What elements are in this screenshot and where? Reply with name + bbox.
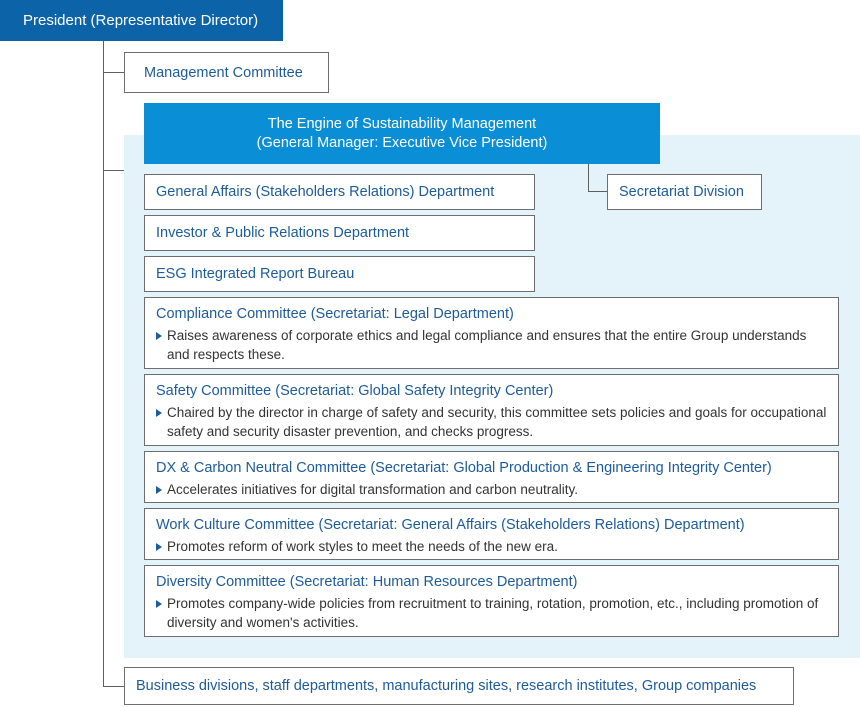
department-box [144, 215, 535, 251]
department-box [144, 174, 535, 210]
trunk-line [103, 41, 104, 687]
committee-title: Safety Committee (Secretariat: Global Safety Integrity Center) [156, 383, 554, 399]
triangle-bullet-icon [156, 409, 162, 417]
department-label: ESG Integrated Report Bureau [156, 266, 355, 282]
department-box [144, 256, 535, 292]
connector-secretariat-horizontal [588, 191, 607, 192]
president-box [0, 0, 283, 41]
committee-box-compliance [144, 297, 839, 369]
business-divisions-label: Business divisions, staff departments, manufacturing sites, research institutes, Group companies [136, 678, 757, 694]
management-committee-label: Management Committee [144, 64, 303, 81]
engine-subtitle: (General Manager: Executive Vice President) [256, 134, 548, 151]
committee-description: Accelerates initiatives for digital transformation and carbon neutrality. [167, 482, 578, 497]
president-label: President (Representative Director) [23, 12, 259, 29]
triangle-bullet-icon [156, 543, 162, 551]
committee-title: Compliance Committee (Secretariat: Legal Department) [156, 306, 514, 322]
committee-box-work-culture [144, 508, 839, 560]
business-divisions-box [124, 667, 794, 705]
committee-title: DX & Carbon Neutral Committee (Secretariat: Global Production & Engineering Integrity Center) [156, 460, 772, 476]
secretariat-division-label: Secretariat Division [619, 184, 744, 200]
management-committee-box [124, 52, 329, 93]
committee-box-diversity [144, 565, 839, 637]
connector-engine [103, 170, 124, 171]
triangle-bullet-icon [156, 486, 162, 494]
connector-management [103, 72, 124, 73]
committee-description: Promotes reform of work styles to meet the needs of the new era. [167, 539, 558, 554]
department-label: General Affairs (Stakeholders Relations) Department [156, 184, 495, 200]
triangle-bullet-icon [156, 600, 162, 608]
secretariat-division-box [607, 174, 762, 210]
triangle-bullet-icon [156, 332, 162, 340]
committee-description: Raises awareness of corporate ethics and legal compliance and ensures that the entire Group understands and respects these. [167, 328, 807, 362]
committee-description: Chaired by the director in charge of safety and security, this committee sets policies and goals for occupational safety and security disaster prevention, and checks progress. [167, 405, 827, 439]
committee-box-safety [144, 374, 839, 446]
committee-box-dx-carbon [144, 451, 839, 503]
engine-box [144, 103, 660, 164]
engine-title: The Engine of Sustainability Management [267, 115, 537, 132]
connector-secretariat-vertical [588, 164, 589, 192]
committee-title: Diversity Committee (Secretariat: Human Resources Department) [156, 574, 578, 590]
department-label: Investor & Public Relations Department [156, 225, 410, 241]
connector-business [103, 686, 124, 687]
committee-title: Work Culture Committee (Secretariat: General Affairs (Stakeholders Relations) Department) [156, 517, 745, 533]
committee-description: Promotes company-wide policies from recruitment to training, rotation, promotion, etc., including promotion of diversity and women's activities. [167, 596, 819, 630]
